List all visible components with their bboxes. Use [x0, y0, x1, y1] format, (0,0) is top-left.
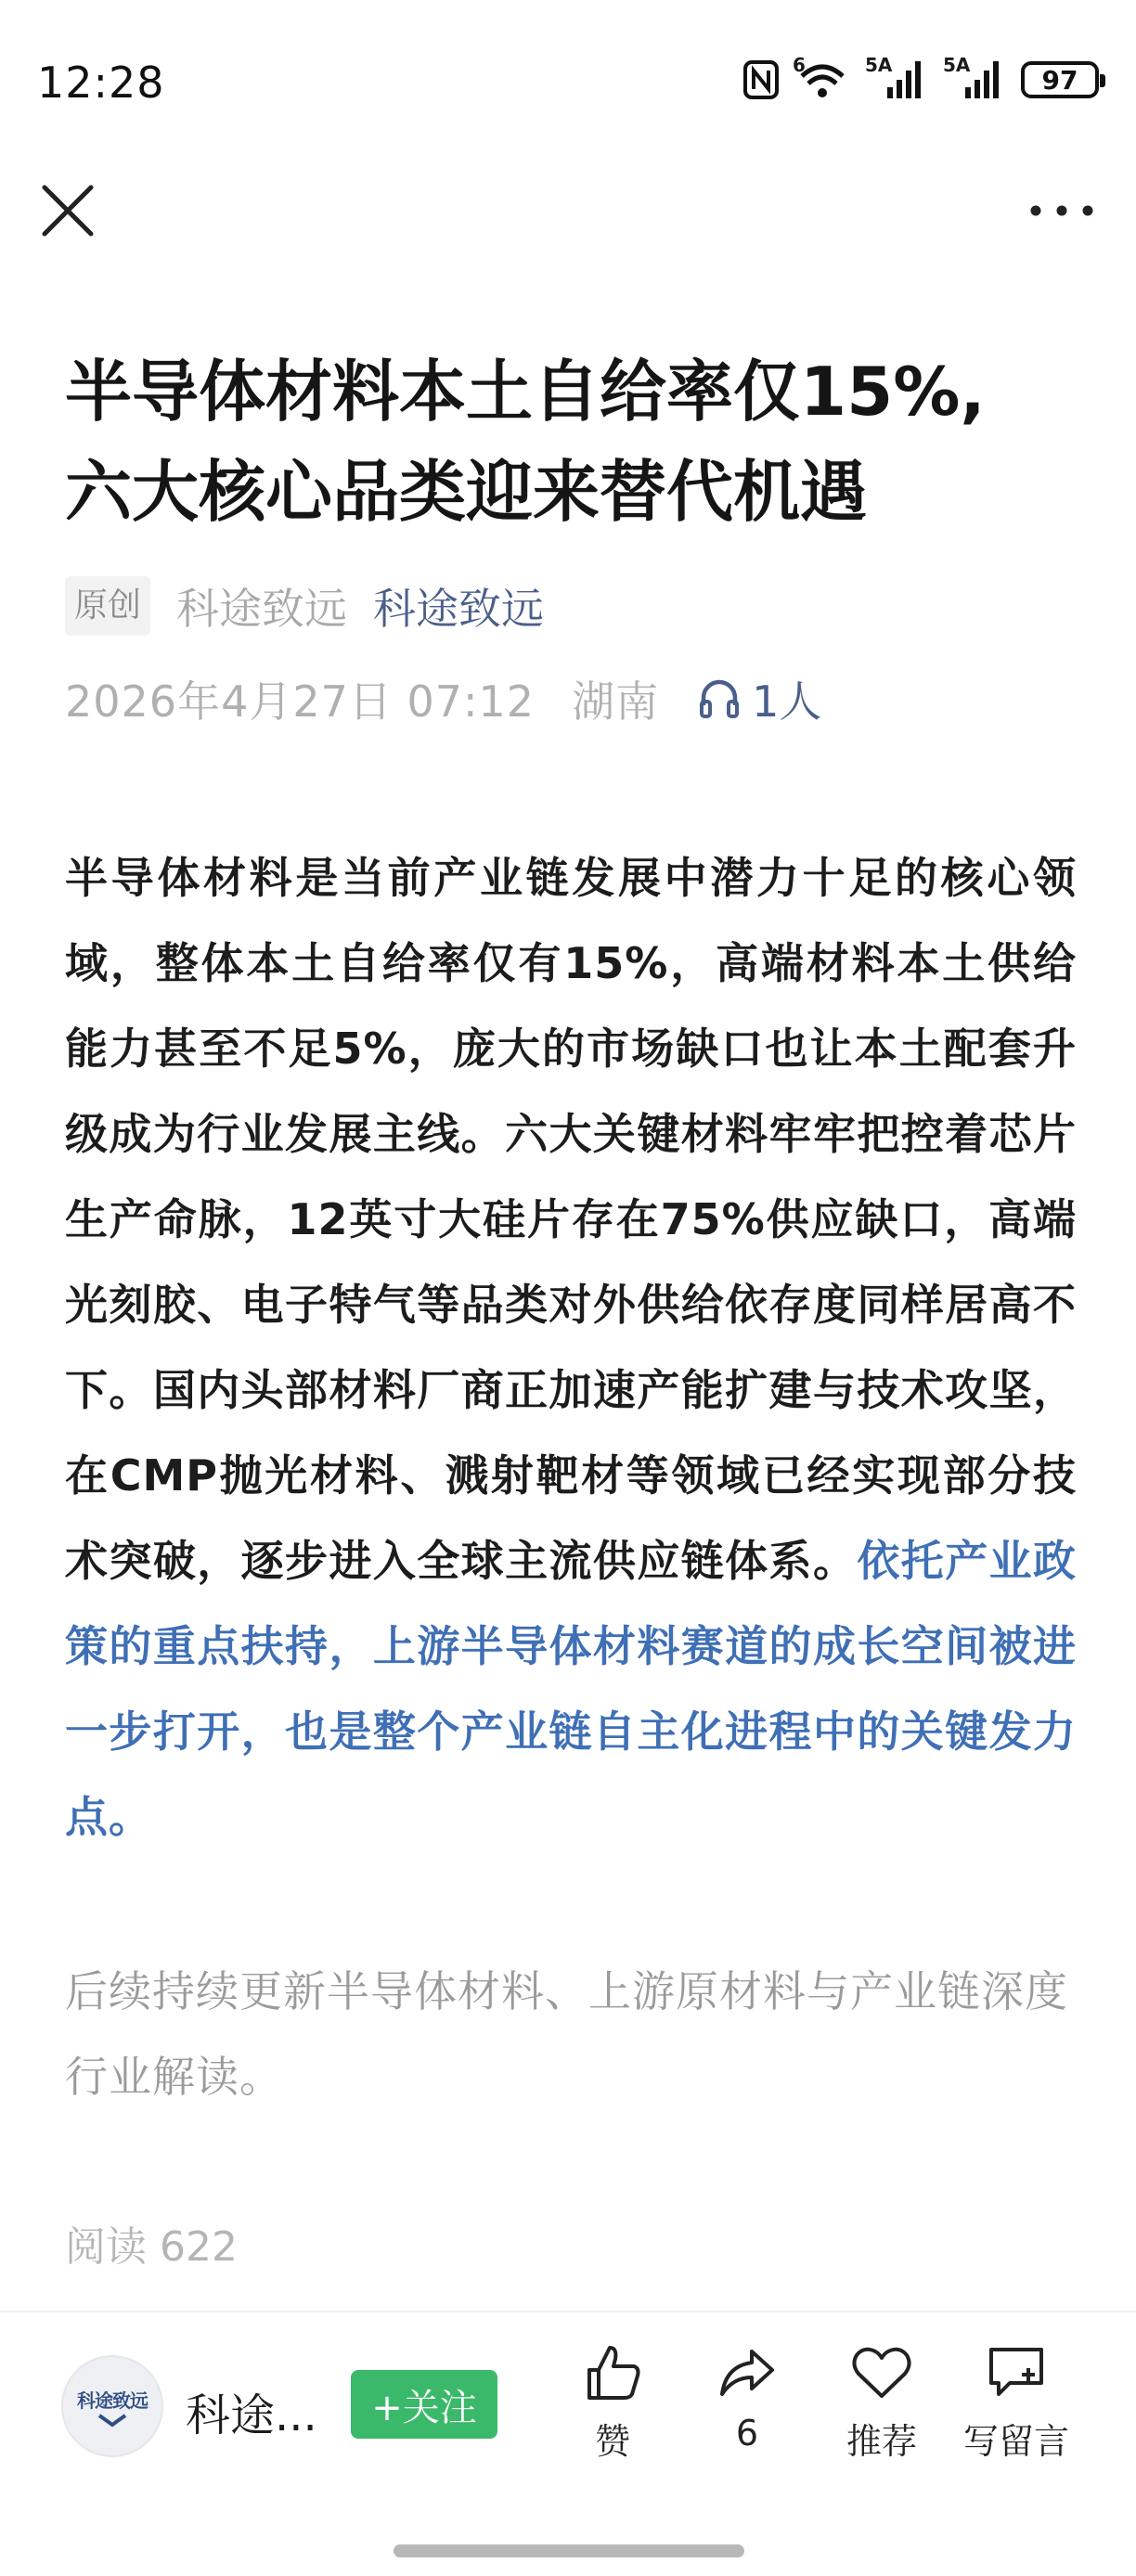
close-button[interactable]	[37, 180, 98, 241]
wifi-icon	[793, 54, 848, 100]
more-button[interactable]	[1025, 187, 1099, 234]
status-icons	[742, 54, 1099, 100]
close-icon	[37, 180, 98, 241]
status-bar	[0, 0, 1136, 158]
status-time: 12:28	[37, 58, 165, 108]
date-row	[65, 668, 821, 729]
comment-icon	[984, 2340, 1049, 2405]
bottom-action-bar	[0, 2311, 1136, 2496]
comment-button[interactable]	[951, 2340, 1081, 2464]
avatar[interactable]	[61, 2355, 163, 2457]
recommend-label: 推荐	[846, 2421, 917, 2462]
more-icon	[1025, 187, 1099, 234]
nfc-icon	[742, 59, 780, 100]
follow-note: 后续持续更新半导体材料、上游原材料与产业链深度行业解读。	[65, 1966, 1068, 2102]
share-button[interactable]	[682, 2340, 812, 2454]
like-label: 赞	[594, 2421, 630, 2462]
author-row	[65, 575, 544, 637]
like-button[interactable]	[548, 2340, 678, 2464]
wifi-label: 6	[793, 54, 806, 76]
network-label: 5A	[943, 54, 971, 76]
listen-button[interactable]	[696, 668, 821, 729]
thumbs-up-icon	[580, 2340, 645, 2405]
follow-button[interactable]: +关注	[351, 2370, 497, 2439]
body-highlight: 依托产业政策的重点扶持，上游半导体材料赛道的成长空间被进一步打开，也是整个产业链自主化进程中的关键发力点。	[65, 1536, 1078, 1842]
listener-count: 1人	[752, 676, 822, 727]
recommend-button[interactable]	[817, 2340, 947, 2464]
heart-icon	[849, 2340, 914, 2405]
title-line-2: 六大核心品类迎来替代机遇	[65, 453, 868, 531]
author-short-name[interactable]: 科途...	[186, 2389, 317, 2441]
network-label: 5A	[865, 54, 893, 76]
publish-location: 湖南	[572, 676, 660, 727]
home-indicator[interactable]	[394, 2544, 744, 2557]
signal-icon	[865, 54, 926, 100]
body-paragraph: 半导体材料是当前产业链发展中潜力十足的核心领域，整体本土自给率仅有15%，高端材料本土供给能力甚至不足5%，庞大的市场缺口也让本土配套升级成为行业发展主线。六大关键材料牢牢把控着芯片生产命脉，12英寸大硅片存在75%供应缺口，高端光刻胶、电子特气等品类对外供给依存度同样居高不下。国内头部材料厂商正加速产能扩建与技术攻坚，在CMP抛光材料、溅射靶材等领域已经实现部分技术突破，逐步进入全球主流供应链体系。	[65, 853, 1077, 1586]
read-count: 阅读 622	[65, 2223, 238, 2271]
battery-icon	[1021, 61, 1099, 98]
account-link[interactable]: 科途致远	[373, 584, 545, 634]
chevron-down-icon	[97, 2413, 128, 2428]
publish-date: 2026年4月27日 07:12	[65, 676, 536, 727]
share-icon	[715, 2340, 780, 2405]
signal-icon	[943, 54, 1004, 100]
article-title	[65, 341, 1077, 542]
share-count: 6	[735, 2413, 759, 2454]
original-badge: 原创	[65, 576, 150, 636]
top-nav	[0, 167, 1136, 251]
article-body	[65, 835, 1077, 1860]
author-name: 科途致远	[176, 584, 348, 634]
comment-label: 写留言	[962, 2421, 1069, 2462]
battery-level: 97	[1041, 64, 1078, 96]
headphones-icon	[696, 676, 742, 722]
avatar-text: 科途致远	[77, 2389, 148, 2412]
title-line-1: 半导体材料本土自给率仅15%,	[65, 353, 986, 431]
